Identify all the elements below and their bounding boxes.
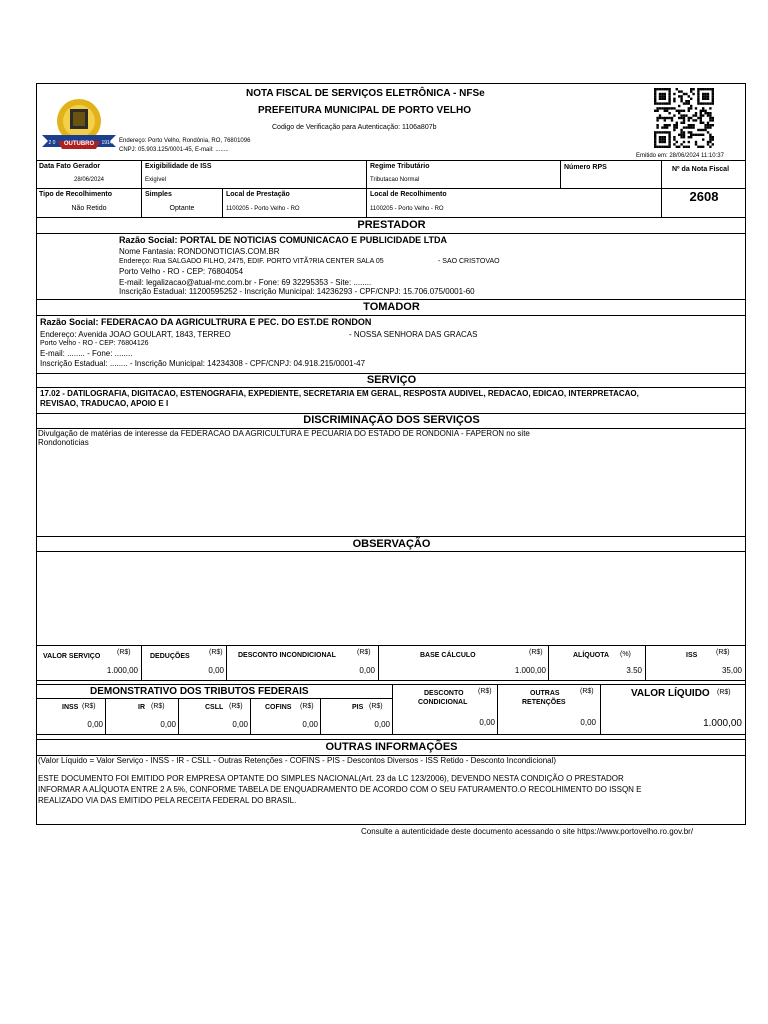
ir-rs: (R$): [151, 703, 165, 710]
tomador-bairro: - NOSSA SENHORA DAS GRACAS: [349, 330, 478, 339]
simples-notice-line3: REALIZADO VIA DAS EMITIDO PELA RECEITA FEDERAL DO BRASIL.: [38, 796, 297, 805]
svg-text:1914: 1914: [101, 140, 113, 146]
desconto-condicional-value: 0,00: [479, 718, 495, 727]
valor-servico-value: 1.000,00: [106, 666, 138, 675]
valor-liquido-value: 1.000,00: [703, 718, 742, 729]
csll-label: CSLL: [205, 704, 224, 711]
ir-label: IR: [138, 704, 145, 711]
prestador-fantasia: Nome Fantasia: RONDONOTICIAS.COM.BR: [119, 247, 280, 256]
tomador-heading: TOMADOR: [363, 301, 420, 313]
csll-value: 0,00: [232, 720, 248, 729]
pis-label: PIS: [352, 704, 364, 711]
cofins-rs: (R$): [300, 703, 314, 710]
prestador-email: E-mail: legalizacao@atual-mc.com.br - Fone: 69 32295353 - Site: ........: [119, 278, 372, 287]
emission-date: Emitido em: 28/06/2024 11:10:37: [636, 153, 724, 159]
inss-rs: (R$): [82, 703, 96, 710]
municipality-logo: [40, 95, 118, 157]
local-prestacao-label: Local de Prestação: [226, 191, 290, 198]
cofins-label: COFINS: [265, 704, 292, 711]
iss-label: ISS: [686, 652, 698, 659]
rps-label: Número RPS: [564, 164, 607, 171]
valor-liquido-label: VALOR LÍQUIDO: [631, 688, 710, 699]
tomador-razao: Razão Social: FEDERACAO DA AGRICULTRURA E PEC. DO EST.DE RONDON: [40, 317, 372, 327]
tomador-cidade: Porto Velho - RO - CEP: 76804126: [40, 340, 149, 347]
valor-servico-rs: (R$): [117, 649, 131, 656]
prestador-inscricao: Inscrição Estadual: 11200595252 - Inscrição Municipal: 14236293 - CPF/CNPJ: 15.706.075/0001-60: [119, 287, 475, 296]
exigibilidade-label: Exigibilidade de ISS: [145, 163, 212, 170]
tipo-recolhimento-label: Tipo de Recolhimento: [39, 191, 112, 198]
iss-value: 35,00: [721, 666, 742, 675]
pis-value: 0,00: [374, 720, 390, 729]
desconto-incondicional-value: 0,00: [359, 666, 375, 675]
valor-liquido-rs: (R$): [717, 689, 731, 696]
simples-label: Simples: [145, 191, 172, 198]
iss-rs: (R$): [716, 649, 730, 656]
svg-text:OUTUBRO: OUTUBRO: [63, 141, 95, 147]
prestador-razao: Razão Social: PORTAL DE NOTICIAS COMUNICACAO E PUBLICIDADE LTDA: [119, 235, 448, 245]
prefecture-name: PREFEITURA MUNICIPAL DE PORTO VELHO: [258, 105, 471, 116]
tomador-endereco: Endereço: Avenida JOAO GOULART, 1843, TERREO: [40, 330, 231, 339]
nota-number-label: Nº da Nota Fiscal: [672, 166, 730, 173]
data-fato-value: 28/06/2024: [73, 177, 105, 183]
discriminacao-line2: Rondonoticias: [38, 438, 89, 447]
aliquota-unit: (%): [620, 651, 631, 658]
desconto-condicional-rs: (R$): [478, 688, 492, 695]
simples-notice-line1: ESTE DOCUMENTO FOI EMITIDO POR EMPRESA OPTANTE DO SIMPLES NACIONAL(Art. 23 da LC 123/2006), DEVENDO NESTA CONDIÇÃO O PRESTADOR: [38, 774, 624, 783]
svg-text:2 0: 2 0: [48, 140, 56, 146]
local-recolhimento-label: Local de Recolhimento: [370, 191, 447, 198]
inss-label: INSS: [62, 704, 79, 711]
document-title: NOTA FISCAL DE SERVIÇOS ELETRÔNICA - NFSe: [246, 88, 485, 99]
local-prestacao-value: 1100205 - Porto Velho - RO: [226, 206, 300, 212]
prestador-heading: PRESTADOR: [357, 219, 426, 231]
tributos-heading: DEMONSTRATIVO DOS TRIBUTOS FEDERAIS: [90, 686, 309, 697]
servico-description-line1: 17.02 - DATILOGRAFIA, DIGITACAO, ESTENOGRAFIA, EXPEDIENTE, SECRETARIA EM GERAL, RESPOSTA AUDIVEL, REDACAO, EDICAO, INTERPRETACAO,: [40, 389, 639, 398]
simples-notice-line2: INFORMAR A ALÍQUOTA ENTRE 2 A 5%, CONFORME TABELA DE ENQUADRAMENTO DE ACORDO COM O SEU FATURAMENTO.O RECOLHIMENTO DO ISSQN E: [38, 785, 642, 794]
ir-value: 0,00: [160, 720, 176, 729]
verification-code: Codigo de Verificação para Autenticação: 1106a807b: [272, 124, 437, 131]
discriminacao-line1: Divulgação de matérias de interesse da FEDERACAO DA AGRICULTURA E PECUARIA DO ESTADO DE RONDONIA - FAPERON no site: [38, 429, 530, 438]
exigibilidade-value: Exigível: [145, 177, 167, 183]
prestador-cidade: Porto Velho - RO - CEP: 76804054: [119, 267, 244, 276]
outras-retencoes-value: 0,00: [580, 718, 596, 727]
prestador-bairro: - SAO CRISTOVAO: [438, 258, 500, 265]
valor-servico-label: VALOR SERVIÇO: [43, 653, 101, 660]
qr-code-icon: [650, 87, 718, 149]
outras-retencoes-label2: RETENÇÕES: [522, 699, 566, 706]
seal-icon: [40, 95, 118, 157]
simples-value: Optante: [169, 205, 195, 212]
outras-retencoes-rs: (R$): [580, 688, 594, 695]
authenticity-footer: Consulte a autenticidade deste documento acessando o site https://www.portovelho.ro.gov.br/: [361, 827, 694, 836]
base-calculo-rs: (R$): [529, 649, 543, 656]
outras-retencoes-label: OUTRAS: [530, 690, 560, 697]
inss-value: 0,00: [87, 720, 103, 729]
outras-informacoes-heading: OUTRAS INFORMAÇÕES: [325, 741, 458, 753]
desconto-incondicional-label: DESCONTO INCONDICIONAL: [238, 652, 336, 659]
nota-number: 2608: [689, 189, 719, 204]
valor-liquido-formula: (Valor Líquido = Valor Serviço - INSS - IR - CSLL - Outras Retenções - COFINS - PIS - Descontos Diversos - ISS Retido - Desconto Incondicional): [38, 756, 557, 765]
desconto-condicional-label: DESCONTO: [424, 690, 464, 697]
tipo-recolhimento-value: Não Retido: [71, 205, 107, 212]
aliquota-label: ALÍQUOTA: [573, 652, 610, 659]
base-calculo-value: 1.000,00: [514, 666, 546, 675]
tomador-inscricao: Inscrição Estadual: ........ - Inscrição Municipal: 14234308 - CPF/CNPJ: 04.918.215/0001-47: [40, 359, 366, 368]
local-recolhimento-value: 1100205 - Porto Velho - RO: [370, 206, 444, 212]
csll-rs: (R$): [229, 703, 243, 710]
discriminacao-heading: DISCRIMINAÇÃO DOS SERVIÇOS: [303, 414, 480, 426]
header-cnpj: CNPJ: 05.903.125/0001-45, E-mail: ........: [119, 147, 229, 153]
regime-value: Tributacao Normal: [370, 177, 420, 183]
aliquota-value: 3.50: [626, 666, 642, 675]
desconto-incondicional-rs: (R$): [357, 649, 371, 656]
deducoes-label: DEDUÇÕES: [150, 653, 190, 660]
tomador-email: E-mail: ........ - Fone: ........: [40, 349, 133, 358]
prestador-endereco: Endereço: Rua SALGADO FILHO, 2475, EDIF. PORTO VITÃ?RIA CENTER SALA 05: [119, 258, 384, 265]
regime-label: Regime Tributário: [370, 163, 430, 170]
cofins-value: 0,00: [302, 720, 318, 729]
base-calculo-label: BASE CÁLCULO: [420, 652, 476, 659]
qr-code[interactable]: [650, 87, 718, 149]
desconto-condicional-label2: CONDICIONAL: [418, 699, 468, 706]
observacao-heading: OBSERVAÇÃO: [352, 538, 431, 550]
data-fato-label: Data Fato Gerador: [39, 163, 101, 170]
servico-heading: SERVIÇO: [366, 374, 417, 386]
header-address: Endereço: Porto Velho, Rondônia, RO, 76801096: [119, 138, 251, 144]
pis-rs: (R$): [369, 703, 383, 710]
deducoes-rs: (R$): [209, 649, 223, 656]
servico-description-line2: REVISAO, TRADUCAO, APOIO E I: [40, 399, 169, 408]
deducoes-value: 0,00: [208, 666, 224, 675]
